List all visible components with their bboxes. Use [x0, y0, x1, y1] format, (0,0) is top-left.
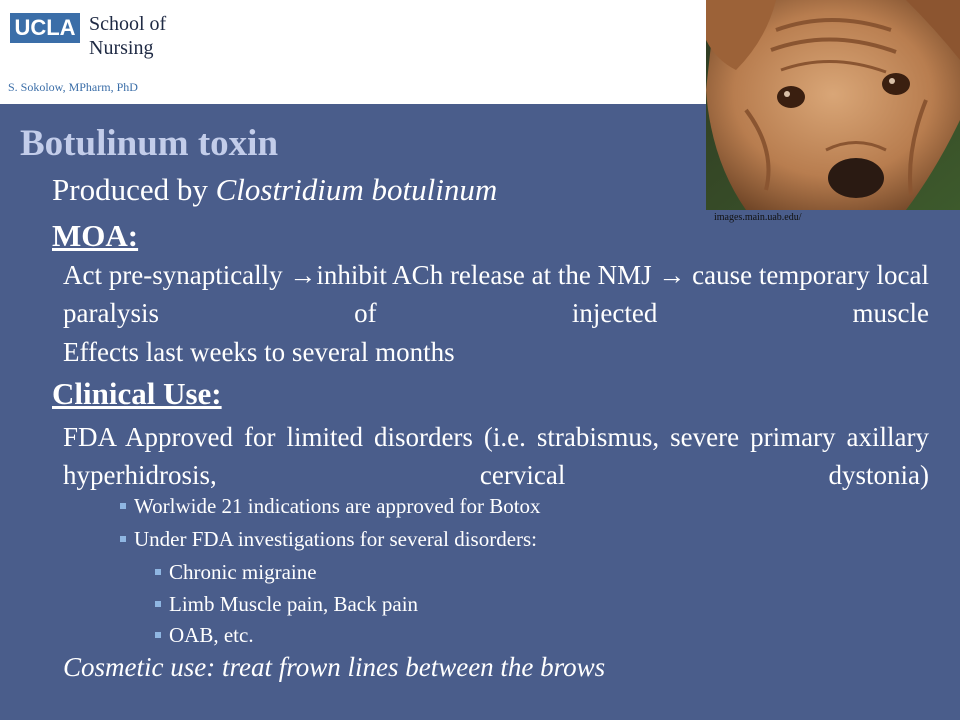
school-name-line2: Nursing	[89, 37, 154, 59]
image-credit: images.main.uab.edu/	[714, 212, 802, 223]
intro-line	[52, 172, 497, 208]
bullet-text: Worlwide 21 indications are approved for Botox	[134, 494, 541, 518]
author-credit: S. Sokolow, MPharm, PhD	[8, 80, 138, 94]
school-name	[89, 12, 229, 60]
bullet-level2-3	[155, 623, 254, 648]
cosmetic-use: Cosmetic use: treat frown lines between the brows	[63, 652, 606, 682]
moa-heading: MOA:	[52, 218, 139, 253]
bullet-level2-1	[155, 560, 317, 585]
bullet-marker	[120, 536, 126, 542]
clinical-line-1: FDA Approved for limited disorders (i.e. strabismus, severe primary axillary hyperhidrosis, cervical dystonia)	[63, 422, 929, 490]
bullet-marker	[155, 569, 161, 575]
bullet-level2-2	[155, 592, 418, 617]
bullet-text: Chronic migraine	[169, 560, 317, 584]
bullet-marker	[120, 503, 126, 509]
intro-prefix: Produced by	[52, 172, 216, 207]
dog-photo	[706, 0, 960, 210]
clinical-heading: Clinical Use:	[52, 376, 222, 411]
slide-title: Botulinum toxin	[20, 123, 279, 164]
bullet-text: OAB, etc.	[169, 623, 254, 647]
school-name-line1: School of	[89, 13, 167, 35]
moa-line-2: Effects last weeks to several months	[63, 337, 455, 367]
ucla-logo: UCLA	[10, 13, 80, 43]
bullet-marker	[155, 632, 161, 638]
bullet-marker	[155, 601, 161, 607]
bullet-text: Limb Muscle pain, Back pain	[169, 592, 419, 616]
intro-organism: Clostridium botulinum	[215, 172, 498, 207]
bullet-level1-1	[120, 494, 541, 519]
moa-line-1: Act pre-synaptically →inhibit ACh release at the NMJ → cause temporary local paralysis of injected muscle	[63, 260, 929, 328]
bullet-level1-2	[120, 527, 537, 552]
bullet-text: Under FDA investigations for several disorders:	[134, 527, 538, 551]
